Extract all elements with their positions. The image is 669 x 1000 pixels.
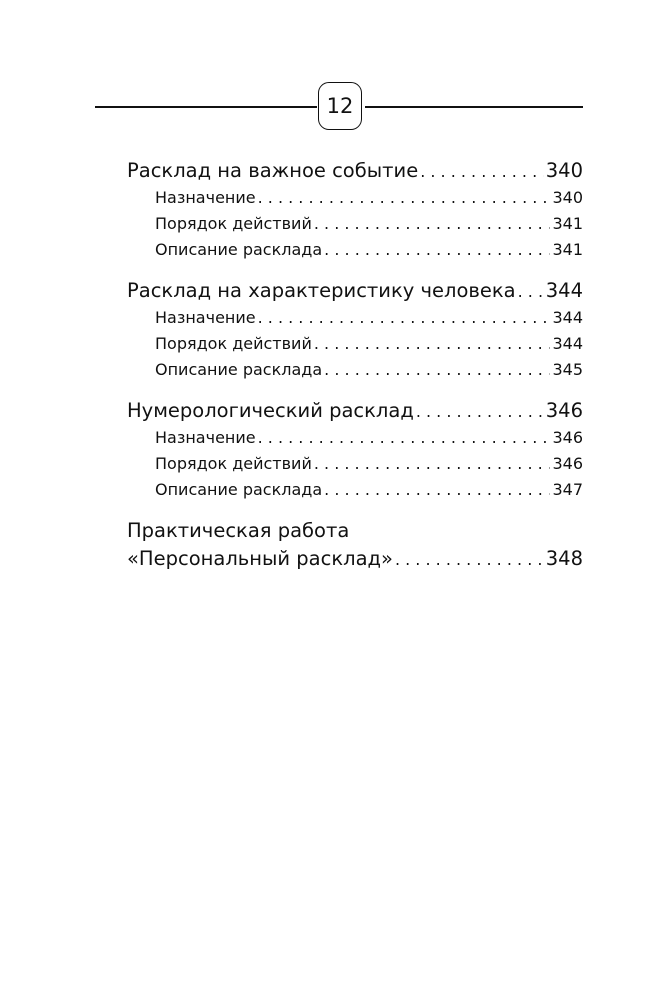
toc-subentry[interactable] — [127, 305, 583, 331]
toc-entry-title: «Персональный расклад» — [127, 547, 393, 570]
toc-subentry-page: 341 — [552, 214, 583, 233]
toc-subentry-title: Описание расклада — [155, 360, 323, 379]
toc-entry-title: Расклад на важное событие — [127, 159, 419, 182]
toc-subentry-page: 347 — [552, 480, 583, 499]
toc-entry-title: Расклад на характеристику человека — [127, 279, 516, 302]
toc-section — [127, 517, 583, 573]
toc-subentry[interactable] — [127, 211, 583, 237]
toc-entry[interactable] — [127, 157, 583, 185]
toc-entry-page: 348 — [545, 547, 583, 570]
toc-subentry-page: 344 — [552, 334, 583, 353]
dot-leader — [258, 425, 551, 451]
header-rule-left — [95, 106, 317, 108]
toc-subentry-page: 340 — [552, 188, 583, 207]
toc-subentry[interactable] — [127, 331, 583, 357]
dot-leader — [324, 357, 550, 383]
dot-leader — [324, 477, 550, 503]
toc-subentry[interactable] — [127, 425, 583, 451]
toc-entry[interactable] — [127, 545, 583, 573]
toc-subentry[interactable] — [127, 477, 583, 503]
toc-entry-page: 344 — [545, 279, 583, 302]
toc-subentry-title: Описание расклада — [155, 240, 323, 259]
toc-subentry-title: Порядок действий — [155, 454, 312, 473]
toc-subentry-page: 345 — [552, 360, 583, 379]
toc-subentry[interactable] — [127, 357, 583, 383]
toc-subentry[interactable] — [127, 451, 583, 477]
header-rule-right — [365, 106, 583, 108]
toc-subentry-title: Назначение — [155, 188, 256, 207]
dot-leader — [258, 185, 551, 211]
dot-leader — [314, 331, 551, 357]
dot-leader — [420, 158, 544, 186]
toc-entry-page: 346 — [545, 399, 583, 422]
toc-entry-title-line[interactable]: Практическая работа — [127, 519, 350, 542]
toc-subentry-page: 344 — [552, 308, 583, 327]
toc-subentry[interactable] — [127, 185, 583, 211]
page-number: 12 — [326, 93, 354, 118]
toc-subentry-title: Назначение — [155, 308, 256, 327]
toc-subentry-title: Описание расклада — [155, 480, 323, 499]
toc-entry-title: Нумерологический расклад — [127, 399, 414, 422]
dot-leader — [314, 211, 551, 237]
dot-leader — [416, 398, 544, 426]
page-header — [95, 82, 583, 132]
toc-entry[interactable] — [127, 397, 583, 425]
toc-section — [127, 157, 583, 263]
table-of-contents — [127, 157, 583, 587]
toc-subentry-page: 346 — [552, 454, 583, 473]
toc-subentry-title: Порядок действий — [155, 334, 312, 353]
toc-entry-page: 340 — [545, 159, 583, 182]
toc-subentry-title: Назначение — [155, 428, 256, 447]
dot-leader — [518, 278, 544, 306]
page-number-box — [318, 82, 362, 130]
toc-subentry-page: 346 — [552, 428, 583, 447]
dot-leader — [324, 237, 550, 263]
toc-section — [127, 277, 583, 383]
toc-entry[interactable] — [127, 277, 583, 305]
toc-section — [127, 397, 583, 503]
toc-subentry-title: Порядок действий — [155, 214, 312, 233]
dot-leader — [395, 546, 544, 574]
toc-subentry[interactable] — [127, 237, 583, 263]
dot-leader — [314, 451, 551, 477]
toc-subentry-page: 341 — [552, 240, 583, 259]
dot-leader — [258, 305, 551, 331]
